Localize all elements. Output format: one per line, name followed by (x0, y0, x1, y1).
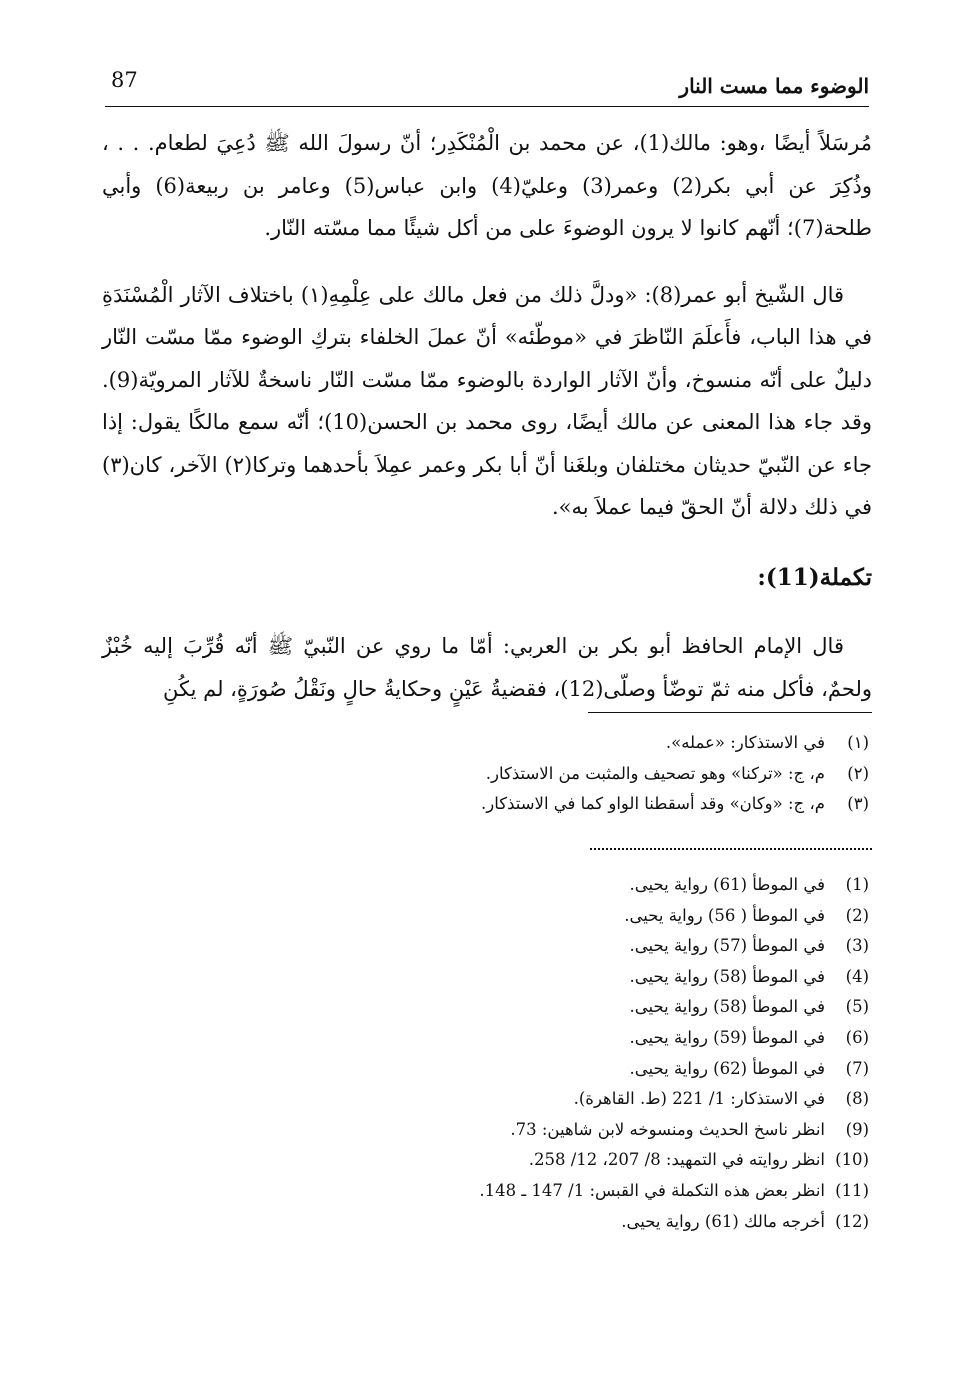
footnote-number: (4) (845, 966, 869, 986)
footnote (479, 1145, 869, 1176)
footnote-separator (588, 712, 872, 713)
footnote-text: في الاستذكار: «عمله». (665, 733, 825, 752)
footnote-number: (8) (845, 1089, 869, 1109)
footnote-number: (1) (845, 875, 869, 894)
footnote-number: (11) (835, 1180, 869, 1200)
footnote (479, 962, 869, 993)
footnote (481, 728, 869, 759)
footnote-text: في الاستذكار: 1/ 221 (ط. القاهرة). (573, 1089, 825, 1109)
footnote (479, 1084, 869, 1115)
footnote (479, 1023, 869, 1054)
running-title: الوضوء مما مست النار (679, 74, 869, 98)
footnote-number: (٣) (847, 794, 869, 814)
page-header (105, 62, 869, 107)
footnote-number: (9) (845, 1119, 869, 1139)
footnote-number: (5) (845, 997, 869, 1017)
footnote-number: (10) (835, 1150, 869, 1170)
footnote-number: (١) (847, 733, 869, 752)
paragraph-3: قال الإمام الحافظ أبو بكر بن العربي: أمّا ما روي عن النّبيّ ﷺ أنّه قُرِّبَ إليه خُبْزٌ ولحمٌ، فأكل منه ثمّ توضّأ وصلّى(12)، فقضيةُ عَيْنٍ وحكايةُ حالٍ ونَقْلُ صُورَةٍ، لم يكُنِ (102, 634, 872, 701)
section-heading: تكملة(11): (757, 563, 872, 591)
footnotes-arabic-numerals (481, 728, 869, 820)
footnote-text: في الموطأ (58) رواية يحيى. (629, 966, 825, 986)
paragraph-2: قال الشّيخ أبو عمر(8): «ودلَّ ذلك من فعل مالك على عِلْمِهِ(١) باختلاف الآثار الْمُسْنَدَةِ في هذا الباب، فأَعلَمَ النّاظرَ في «موطّئه» أنّ عملَ الخلفاء بتركِ الوضوء ممّا مسّت النّار دليلٌ على أنّه منسوخ، وأنّ الآثار الواردة بالوضوء ممّا مسّت النّار ناسخةٌ للآثار المرويّة(9). وقد جاء هذا المعنى عن مالك أيضًا، روى محمد بن الحسن(10)؛ أنّه سمع مالكًا يقول: إذا جاء عن النّبيّ حديثان مختلفان وبلغَنا أنّ أبا بكر وعمر عمِلاَ بأحدهما وتركا(٢) الآخر، كان(٣) في ذلك دلالة أنّ الحقّ فيما عملاَ به». (102, 282, 872, 519)
footnote-text: في الموطأ (58) رواية يحيى. (629, 997, 825, 1017)
footnote-number: (3) (845, 936, 869, 956)
main-text (102, 122, 872, 710)
footnote-text: في الموطأ ( 56) رواية يحيى. (624, 905, 825, 925)
footnote-text: في الموطأ (59) رواية يحيى. (629, 1027, 825, 1047)
footnote-number: (7) (845, 1058, 869, 1078)
paragraph-1: مُرسَلاً أيضًا ،وهو: مالك(1)، عن محمد بن الْمُنْكَدِر؛ أنّ رسولَ الله ﷺ دُعِيَ لطعام. . . ، وذُكِرَ عن أبي بكر(2) وعمر(3) وعليّ(4) وابن عباس(5) وعامر بن ربيعة(6) وأبي طلحة(7)؛ أنّهم كانوا لا يرون الوضوءَ على من أكل شيئًا مما مسّته النّار. (102, 131, 872, 240)
footnote-dotted-separator (590, 848, 872, 850)
footnote (479, 901, 869, 932)
footnote (479, 1207, 869, 1238)
footnote-text: م، ج: «وكان» وقد أسقطنا الواو كما في الاستذكار. (481, 794, 825, 814)
footnote-text: انظر بعض هذه التكملة في القبس: 1/ 147 ـ 148. (479, 1180, 825, 1200)
footnote (479, 931, 869, 962)
footnote (479, 870, 869, 901)
footnote-number: (6) (845, 1027, 869, 1047)
footnote-text: انظر روايته في التمهيد: 8/ 207، 12/ 258. (528, 1150, 825, 1170)
footnote-number: (2) (845, 905, 869, 925)
footnote-text: في الموطأ (61) رواية يحيى. (629, 875, 825, 894)
footnote-number: (٢) (847, 763, 869, 783)
footnote-text: م، ج: «تركنا» وهو تصحيف والمثبت من الاستذكار. (485, 763, 825, 783)
page-number: 87 (111, 68, 138, 92)
footnotes-latin-numerals (479, 870, 869, 1237)
footnote (479, 1176, 869, 1207)
footnote-text: في الموطأ (62) رواية يحيى. (629, 1058, 825, 1078)
footnote-text: أخرجه مالك (61) رواية يحيى. (621, 1211, 825, 1231)
footnote-text: في الموطأ (57) رواية يحيى. (629, 936, 825, 956)
footnote (479, 992, 869, 1023)
footnote (481, 759, 869, 790)
footnote-number: (12) (835, 1211, 869, 1231)
footnote (479, 1115, 869, 1146)
footnote-text: انظر ناسخ الحديث ومنسوخه لابن شاهين: 73. (510, 1119, 825, 1139)
footnote (481, 789, 869, 820)
footnote (479, 1054, 869, 1085)
